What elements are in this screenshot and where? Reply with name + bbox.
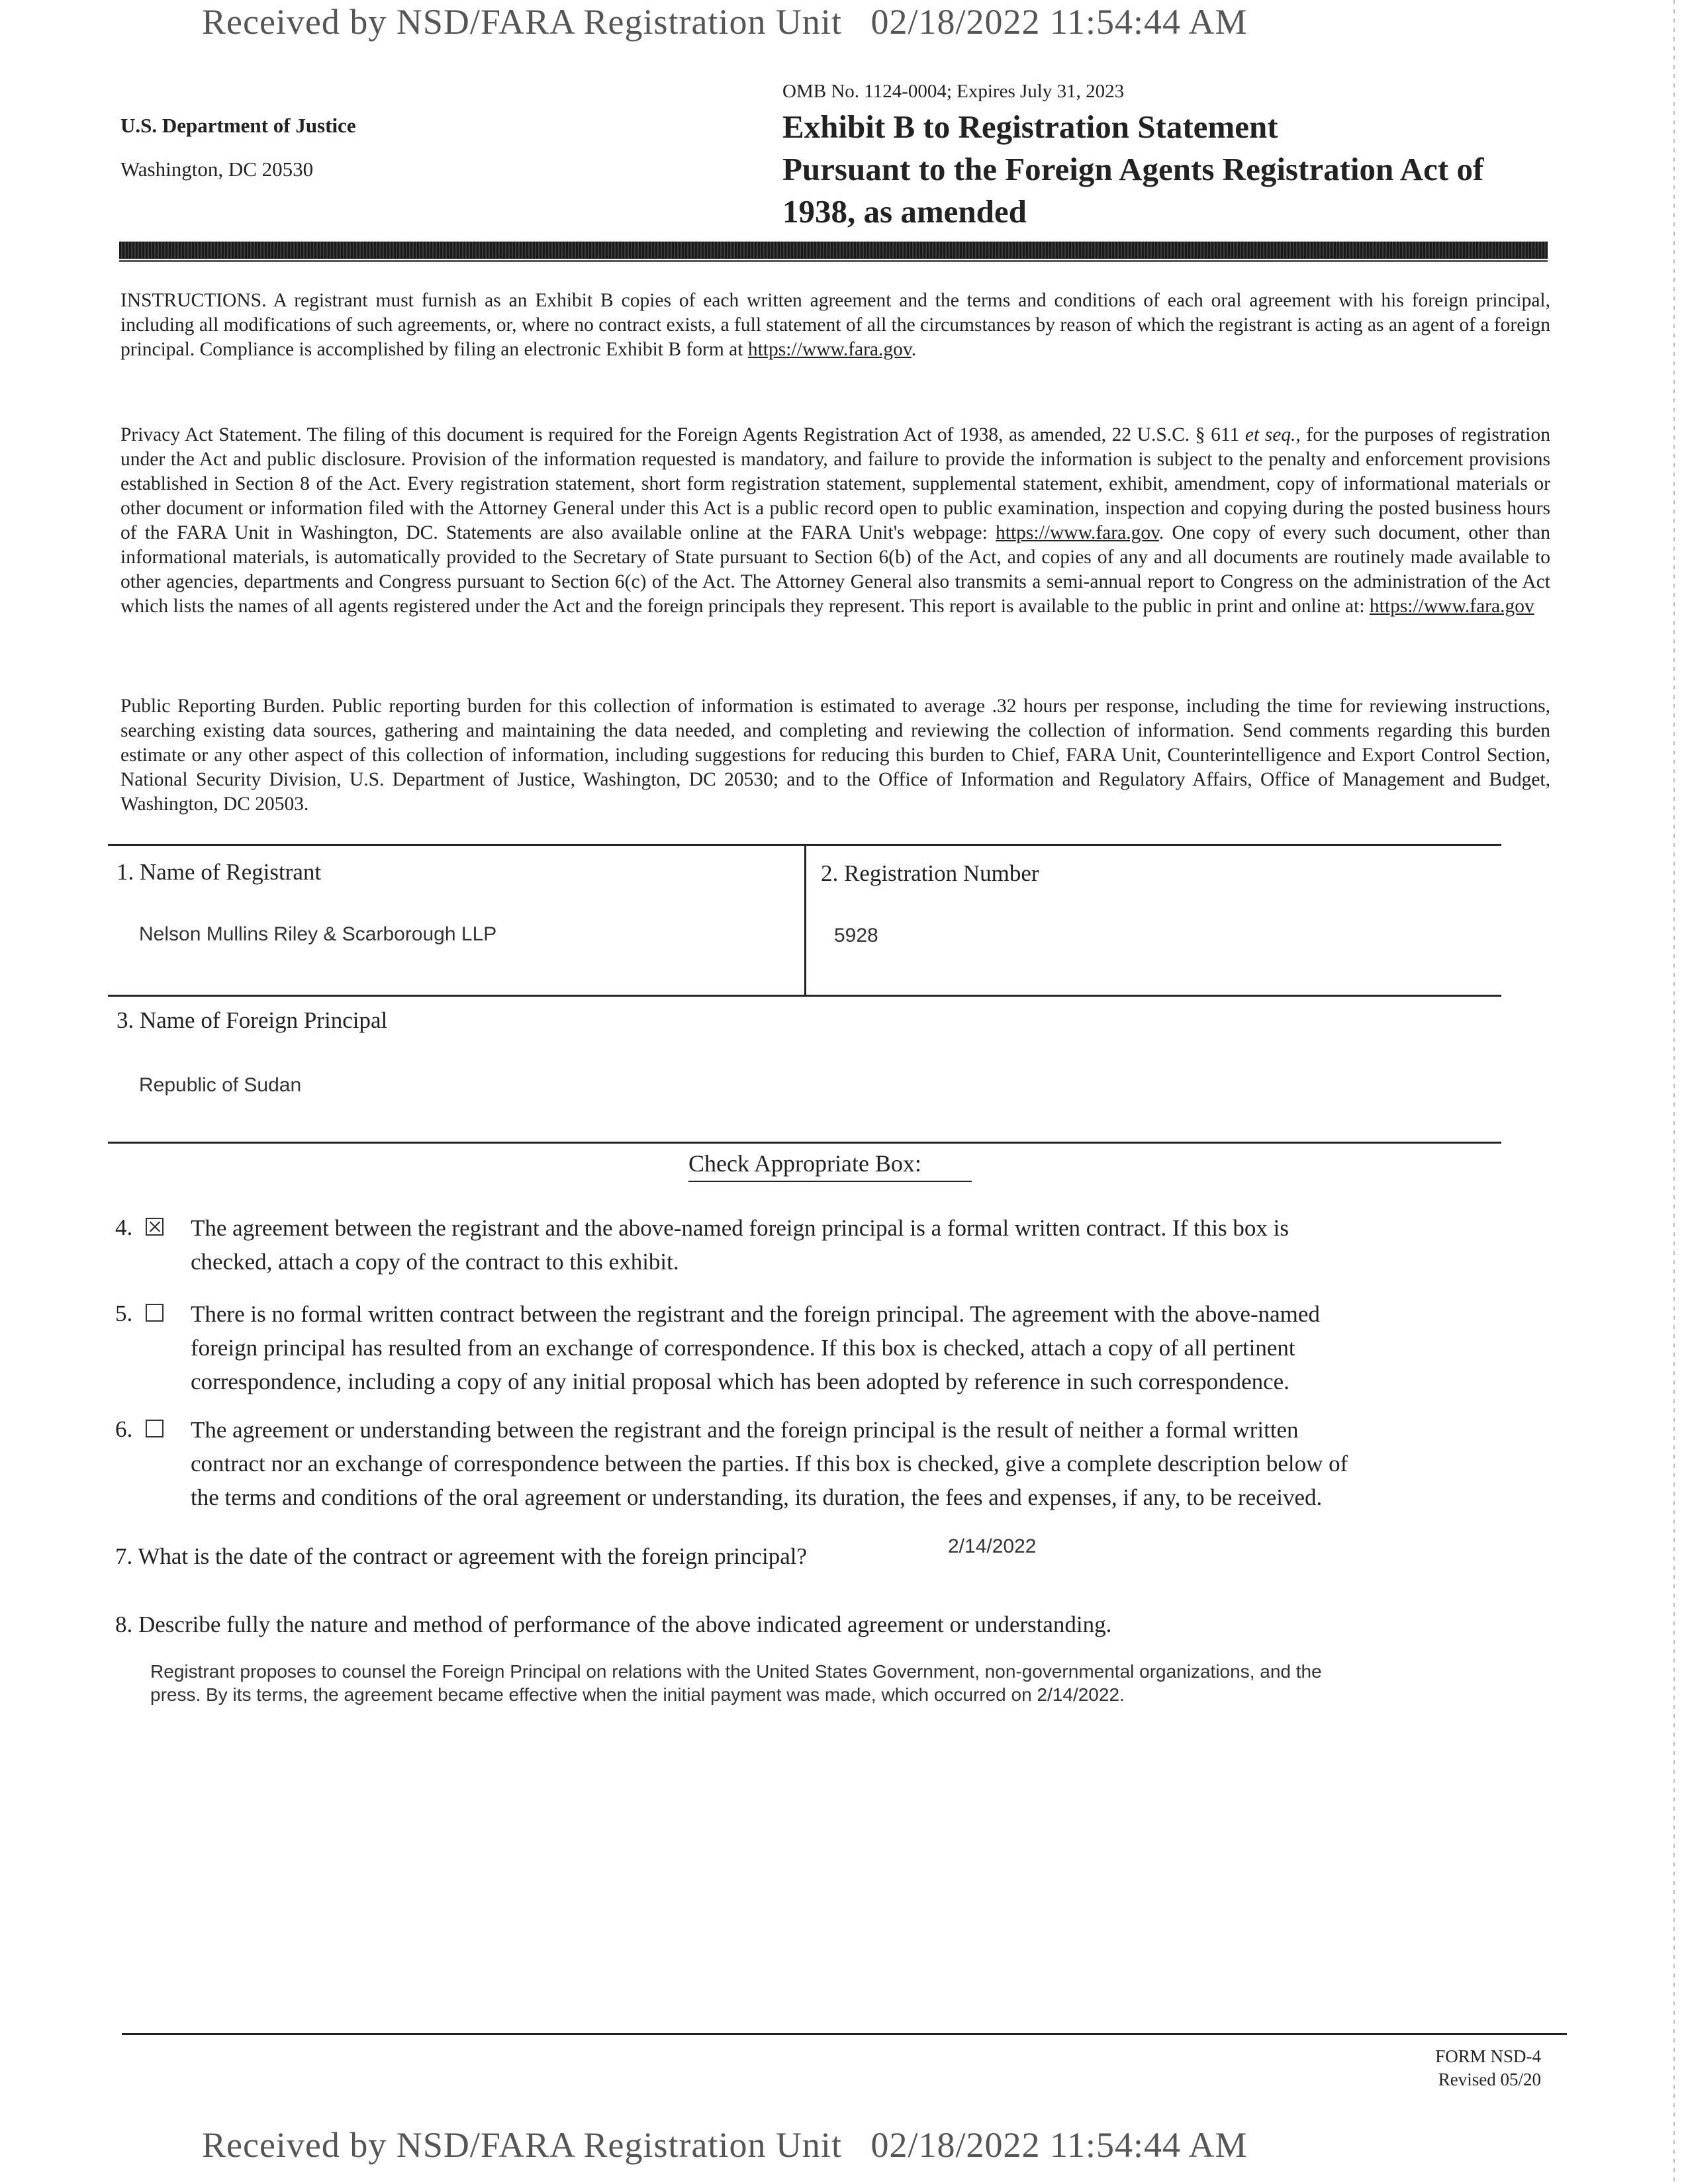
- header-divider-thin: [119, 260, 1548, 262]
- item-6-line-2: contract nor an exchange of correspondence between the parties. If this box is checked, give a complete description below of: [191, 1451, 1348, 1477]
- item-6-line-3: the terms and conditions of the oral agreement or understanding, its duration, the fees and expenses, if any, to be received.: [191, 1484, 1323, 1510]
- form-identifier: [1324, 2045, 1541, 2091]
- instructions-link[interactable]: https://www.fara.gov: [747, 339, 912, 360]
- form-title-line-1: Exhibit B to Registration Statement: [782, 109, 1278, 145]
- form-revision: Revised 05/20: [1438, 2070, 1541, 2089]
- fields-middle-rule: [108, 995, 1501, 997]
- fields-column-divider: [804, 844, 806, 996]
- instructions-paragraph: [120, 289, 1550, 362]
- registration-number-label: 2. Registration Number: [821, 860, 1039, 886]
- item-4-text: [191, 1211, 1528, 1279]
- item-6-text: [191, 1413, 1528, 1514]
- registration-number-value[interactable]: 5928: [834, 925, 878, 946]
- privacy-text-1: Privacy Act Statement. The filing of this document is required for the Foreign Agents Registration Act of 1938, as amended, 22 U.S.C. § 611: [120, 424, 1245, 445]
- contract-date-value[interactable]: 2/14/2022: [948, 1535, 1037, 1557]
- item-5-line-1: There is no formal written contract between the registrant and the foreign principal. The agreement with the above-named: [191, 1301, 1320, 1327]
- agency-name: U.S. Department of Justice: [120, 114, 356, 137]
- received-stamp-bottom: [202, 2124, 1248, 2165]
- privacy-text-3: . One copy of every such document, other than informational materials, is automatically provided to the Secretary of State pursuant to Section 6(b) of the Act, and copies of any and all documents are routinely made available to other agencies, departments and Congress pursuant to Section 6(c) of the Act. The Attorney General also transmits a semi-annual report to Congress on the administration of the Act which lists the names of all agents registered under the Act and the foreign principals they represent. This report is available to the public in print and online at:: [120, 522, 1550, 617]
- privacy-text-2: for the purposes of registration under the Act and public disclosure. Provision of the information requested is mandatory, and failure to provide the information is subject to the penalty and enforcement provisions established in Section 8 of the Act. Every registration statement, short form registration statement, supplemental statement, exhibit, amendment, copy of informational materials or other document or information filed with the Attorney General under this Act is a public record open to public examination, inspection and copying during the posted business hours of the FARA Unit in Washington, DC. Statements are also available online at the FARA Unit's webpage:: [120, 424, 1550, 543]
- registrant-label: 1. Name of Registrant: [117, 859, 322, 885]
- item-6-line-1: The agreement or understanding between the registrant and the foreign principal is the result of neither a formal written: [191, 1417, 1299, 1443]
- form-title-line-3: 1938, as amended: [782, 193, 1027, 230]
- item-5-line-2: foreign principal has resulted from an exchange of correspondence. If this box is checked, attach a copy of all pertinent: [191, 1335, 1295, 1361]
- form-title: [782, 106, 1583, 233]
- item-7-label: 7. What is the date of the contract or agreement with the foreign principal?: [115, 1543, 808, 1569]
- registrant-value[interactable]: Nelson Mullins Riley & Scarborough LLP: [139, 923, 497, 945]
- check-box-heading: Check Appropriate Box:: [688, 1150, 921, 1177]
- item-5-line-3: correspondence, including a copy of any initial proposal which has been adopted by reference in such correspondence.: [191, 1369, 1289, 1394]
- item-4-number: 4.: [115, 1214, 133, 1240]
- item-5-checkbox[interactable]: [146, 1304, 164, 1322]
- item-6-checkbox[interactable]: [146, 1420, 164, 1437]
- check-heading-underline: [688, 1181, 972, 1182]
- privacy-italic: et seq.,: [1244, 424, 1301, 445]
- header-divider: [119, 242, 1548, 259]
- fields-bottom-rule: [108, 1142, 1501, 1144]
- item-8-label: 8. Describe fully the nature and method of performance of the above indicated agreement or understanding.: [115, 1612, 1112, 1637]
- omb-number: OMB No. 1124-0004; Expires July 31, 2023: [782, 81, 1125, 102]
- instructions-end: .: [911, 339, 917, 360]
- item-4-line-2: checked, attach a copy of the contract to this exhibit.: [191, 1249, 679, 1275]
- foreign-principal-label: 3. Name of Foreign Principal: [117, 1007, 388, 1033]
- item-5-text: [191, 1297, 1528, 1398]
- privacy-link-2[interactable]: https://www.fara.gov: [1369, 596, 1534, 617]
- form-number: FORM NSD-4: [1435, 2046, 1541, 2066]
- received-stamp-datetime: 02/18/2022 11:54:44 AM: [870, 2125, 1248, 2165]
- foreign-principal-value[interactable]: Republic of Sudan: [139, 1074, 302, 1096]
- form-title-line-2: Pursuant to the Foreign Agents Registration Act of: [782, 151, 1484, 187]
- privacy-act-paragraph: [120, 423, 1550, 619]
- received-stamp-top: [202, 1, 1248, 42]
- agency-city: Washington, DC 20530: [120, 158, 314, 181]
- item-5-number: 5.: [115, 1300, 133, 1326]
- agreement-description[interactable]: [150, 1660, 1322, 1706]
- footer-rule: [122, 2033, 1567, 2035]
- item-4-checkbox[interactable]: [146, 1218, 164, 1236]
- received-stamp-datetime: 02/18/2022 11:54:44 AM: [870, 2, 1248, 42]
- instructions-text: INSTRUCTIONS. A registrant must furnish as an Exhibit B copies of each written agreement and the terms and conditions of each oral agreement with his foreign principal, including all modifications of such agreements, or, where no contract exists, a full statement of all the circumstances by reason of which the registrant is acting as an agent of a foreign principal. Compliance is accomplished by filing an electronic Exhibit B form at: [120, 290, 1550, 360]
- agreement-description-line-1: Registrant proposes to counsel the Foreign Principal on relations with the United States Government, non-governmental organizations, and the: [150, 1661, 1322, 1682]
- privacy-link-1[interactable]: https://www.fara.gov: [996, 522, 1159, 543]
- item-4-line-1: The agreement between the registrant and the above-named foreign principal is a formal written contract. If this box is: [191, 1215, 1289, 1241]
- item-6-number: 6.: [115, 1416, 133, 1442]
- agreement-description-line-2: press. By its terms, the agreement became effective when the initial payment was made, which occurred on 2/14/2022.: [150, 1684, 1125, 1705]
- scan-edge-line: [1673, 0, 1675, 2184]
- received-stamp-text: Received by NSD/FARA Registration Unit: [202, 2125, 842, 2165]
- reporting-burden-paragraph: Public Reporting Burden. Public reporting burden for this collection of information is estimated to average .32 hours per response, including the time for reviewing instructions, searching existing data sources, gathering and maintaining the data needed, and completing and reviewing the collection of information. Send comments regarding this burden estimate or any other aspect of this collection of information, including suggestions for reducing this burden to Chief, FARA Unit, Counterintelligence and Export Control Section, National Security Division, U.S. Department of Justice, Washington, DC 20530; and to the Office of Information and Regulatory Affairs, Office of Management and Budget, Washington, DC 20503.: [120, 696, 1550, 815]
- received-stamp-text: Received by NSD/FARA Registration Unit: [202, 2, 842, 42]
